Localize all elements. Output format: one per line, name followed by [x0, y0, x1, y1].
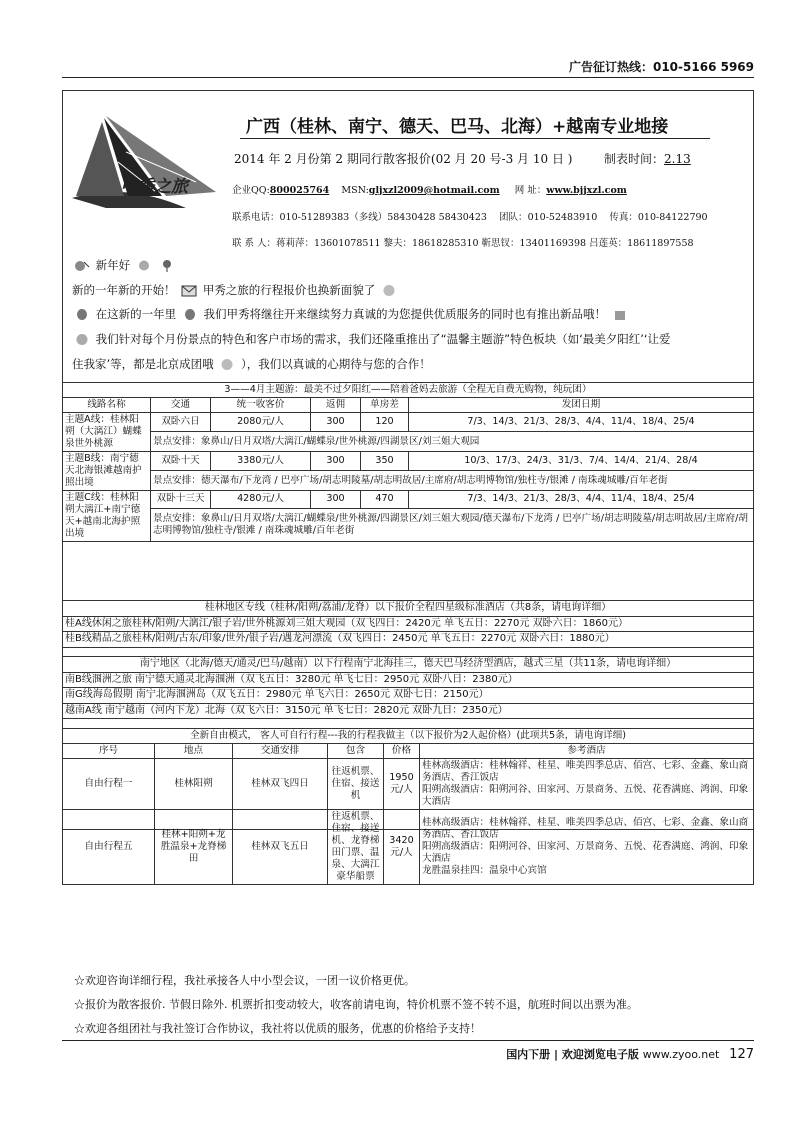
route-name: 主题A线：桂林阳朔（大漓江）蝴蝶泉世外桃源 [63, 412, 151, 451]
guilin-title: 桂林地区专线（桂林/阳朔/荔浦/龙脊）以下报价全程四星级标准酒店（共8条，请电询详细） [63, 601, 754, 617]
list-item: 桂B线精品之旅桂林/阳朔/古东/印象/世外/银子岩/遇龙河漂流（双飞四日：2450元 单飞五日：2270元 双卧六日：1880元） [63, 632, 754, 648]
table-row [63, 758, 754, 809]
col-transport: 交通 [151, 397, 211, 412]
col-dates: 发团日期 [409, 397, 754, 412]
table-row [63, 412, 754, 431]
intro-line-4: 住我家’等，都是北京成团哦 ），我们以真诚的心期待与您的合作！ [72, 357, 431, 371]
page-number: 127 [729, 1047, 754, 1062]
route-name: 主题C线：桂林阳朔大漓江+南宁德天+越南北海护照出境 [63, 490, 151, 541]
free-price: 1950元/人 [384, 758, 420, 809]
envelope-icon [181, 284, 197, 297]
col-commission: 返佣 [311, 397, 361, 412]
greeting: 新年好 [72, 257, 177, 273]
route-dates: 7/3、14/3、21/3、28/3、4/4、11/4、18/4、25/4 [409, 412, 754, 431]
contact-online: 企业QQ:800025764 MSN:gljxzl2009@hotmail.com 网 址：www.bjjxzl.com [232, 185, 627, 196]
smiley-icon [219, 358, 235, 371]
note-3: ☆欢迎各组团社与我社签订合作协议，我社将以优质的服务，优惠的价格给予支持！ [74, 1022, 481, 1035]
free-includes: 往返机票、住宿、接送机、龙脊梯田门票、温泉、大漓江豪华船票 [328, 809, 384, 884]
list-item: 越南A线 南宁越南（河内下龙）北海（双飞六日：3150元 单飞七日：2820元 双卧九日：2350元） [63, 703, 754, 719]
route-spots: 景点安排：德天瀑布/下龙湾 / 巴亭广场/胡志明陵墓/胡志明故居/主席府/胡志明博物馆/独柱寺/银滩 / 南珠魂城雕/百年老街 [151, 471, 754, 490]
top-rule [62, 77, 754, 78]
lantern-icon [74, 259, 90, 272]
route-transport: 双卧六日 [151, 412, 211, 431]
free-no: 自由行程一 [63, 758, 155, 809]
footer-site-link[interactable]: www.zyoo.net [642, 1048, 720, 1061]
pricing-period: 2014 年 2 月份第 2 期同行散客报价(02 月 20 号-3 月 10 日 ) [234, 152, 573, 166]
route-price: 4280元/人 [211, 490, 311, 508]
free-travel-table [62, 728, 754, 885]
footer-section: 国内下册 [506, 1048, 551, 1061]
contact-phones: 联系电话：010-51289383（多线）58430428 58430423 团队：010-52483910 传真：010-84122790 [232, 212, 708, 223]
col-includes: 包含 [328, 743, 384, 758]
table-row [63, 451, 754, 470]
route-single: 350 [361, 451, 409, 470]
route-dates: 7/3、14/3、21/3、28/3、4/4、11/4、18/4、25/4 [409, 490, 754, 508]
route-price: 3380元/人 [211, 451, 311, 470]
qq-number: 800025764 [269, 185, 330, 196]
nanning-title: 南宁地区（北海/德天/通灵/巴马/越南）以下行程南宁北海挂三，德天巴马经济型酒店，越式三星（共11条，请电询详细） [63, 657, 754, 673]
intro-line-2: 在这新的一年里 我们甲秀将继往开来继续努力真诚的为您提供优质服务的同时也有推出新品哦！ [72, 306, 630, 322]
sun-face-icon [136, 259, 152, 272]
free-transport: 桂林双飞四日 [233, 758, 328, 809]
route-single: 120 [361, 412, 409, 431]
route-spots: 景点安排：象鼻山/日月双塔/大漓江/蝴蝶泉/世外桃源/四湖景区/刘三姐大观园/德天瀑布/下龙湾 / 巴亭广场/胡志明陵墓/胡志明故居/主席府/胡志明博物馆/独柱寺/银滩 / 南珠魂城雕/百年老街 [151, 509, 754, 542]
list-item: 南G线海岛假期 南宁北海涠洲岛（双飞五日：2980元 单飞六日：2650元 双卧七日：2150元） [63, 688, 754, 704]
col-price: 统一收客价 [211, 397, 311, 412]
balloon-icon [159, 259, 175, 272]
intro-line-3: 我们针对每个月份景点的特色和客户市场的需求，我们还隆重推出了“温馨主题游”特色板块（如‘最美夕阳红’‘让爱 [72, 331, 671, 347]
lantern-icon [182, 308, 198, 321]
theme-title: 3——4月主题游：最美不过夕阳红——陪着爸妈去旅游（全程无自费无购物，纯玩团） [63, 383, 754, 398]
guilin-section [62, 600, 754, 648]
list-item: 南B线涠洲之旅 南宁德天通灵北海涠洲（双飞五日：3280元 单飞七日：2950元 双卧八日：2380元） [63, 672, 754, 688]
free-no: 自由行程五 [63, 809, 155, 884]
lantern-icon [74, 308, 90, 321]
route-name: 主题B线：南宁德天北海银滩越南护照出境 [63, 451, 151, 490]
page-title: 广西（桂林、南宁、德天、巴马、北海）+越南专业地接 [246, 117, 669, 137]
route-commission: 300 [311, 451, 361, 470]
footer-slogan: 欢迎浏览电子版 [561, 1048, 639, 1061]
ad-hotline: 广告征订热线：010-5166 5969 [568, 60, 754, 74]
logo-wordmark: 甲秀之旅 [120, 177, 188, 197]
table-row [63, 471, 754, 490]
free-includes: 往返机票、住宿、接送机 [328, 758, 384, 809]
note-1: ☆欢迎咨询详细行程，我社承接各人中小型会议，一团一议价格更优。 [74, 974, 415, 987]
intro-line-1: 新的一年新的开始！ 甲秀之旅的行程报价也换新面貌了 [72, 282, 399, 298]
smiley-icon [381, 284, 397, 297]
made-date: 制表时间：2.13 [604, 152, 691, 166]
cartoon-face-icon [74, 333, 90, 346]
free-hotels: 桂林高级酒店：桂林翰祥、桂星、唯美四季总店、佰宫、七彩、金鑫、象山商务酒店、香江饭店 阳朔高级酒店：阳朔河谷、田家河、万景商务、五悦、花香满庭、鸿润、印象大酒店 [420, 758, 754, 809]
route-single: 470 [361, 490, 409, 508]
list-item: 桂A线休闲之旅桂林/阳朔/大漓江/银子岩/世外桃源刘三姐大观园（双飞四日：2420元 单飞五日：2270元 双卧六日：1860元） [63, 616, 754, 632]
contact-people: 联 系 人：蒋莉萍：13601078511 黎夫：18618285310 靳思钗：13401169398 吕莲英：18611897558 [232, 238, 694, 249]
title-underline [240, 138, 710, 139]
route-price: 2080元/人 [211, 412, 311, 431]
free-place: 桂林阳朔 [155, 758, 233, 809]
theme-tour-table [62, 382, 754, 542]
table-row [63, 509, 754, 542]
gift-icon [612, 308, 628, 321]
nanning-section [62, 656, 754, 719]
website-link[interactable]: www.bjjxzl.com [546, 185, 627, 196]
table-row [63, 432, 754, 451]
table-row [63, 809, 754, 884]
col-place: 地点 [155, 743, 233, 758]
route-spots: 景点安排：象鼻山/日月双塔/大漓江/蝴蝶泉/世外桃源/四湖景区/刘三姐大观园 [151, 432, 754, 451]
table-row [63, 490, 754, 508]
col-transport: 交通安排 [233, 743, 328, 758]
route-dates: 10/3、17/3、24/3、31/3、7/4、14/4、21/4、28/4 [409, 451, 754, 470]
col-price: 价格 [384, 743, 420, 758]
page-footer [506, 1046, 754, 1062]
route-commission: 300 [311, 490, 361, 508]
route-commission: 300 [311, 412, 361, 431]
msn-address[interactable]: gljxzl2009@hotmail.com [368, 185, 500, 196]
note-2: ☆报价为散客报价. 节假日除外. 机票折扣变动较大，收客前请电询，特价机票不签不转不退，航班时间以出票为准。 [74, 998, 638, 1011]
free-place: 桂林+阳朔+龙胜温泉+龙脊梯田 [155, 809, 233, 884]
col-route: 线路名称 [63, 397, 151, 412]
route-transport: 双卧十天 [151, 451, 211, 470]
col-hotels: 参考酒店 [420, 743, 754, 758]
col-no: 序号 [63, 743, 155, 758]
route-transport: 双卧十三天 [151, 490, 211, 508]
col-single: 单房差 [361, 397, 409, 412]
free-title: 全新自由模式， 客人可自行行程---我的行程我做主（以下报价为2人起价格）(此项共5条，请电询详细) [63, 729, 754, 744]
footer-rule [62, 1040, 754, 1041]
sailboat-logo-icon [66, 112, 226, 218]
free-transport: 桂林双飞五日 [233, 809, 328, 884]
footer-sep: | [554, 1048, 559, 1061]
free-hotels: 桂林高级酒店：桂林翰祥、桂星、唯美四季总店、佰宫、七彩、金鑫、象山商务酒店、香江饭店 阳朔高级酒店：阳朔河谷、田家河、万景商务、五悦、花香满庭、鸿润、印象大酒店 龙胜温泉挂四：温泉中心宾馆 [420, 809, 754, 884]
free-price: 3420元/人 [384, 809, 420, 884]
